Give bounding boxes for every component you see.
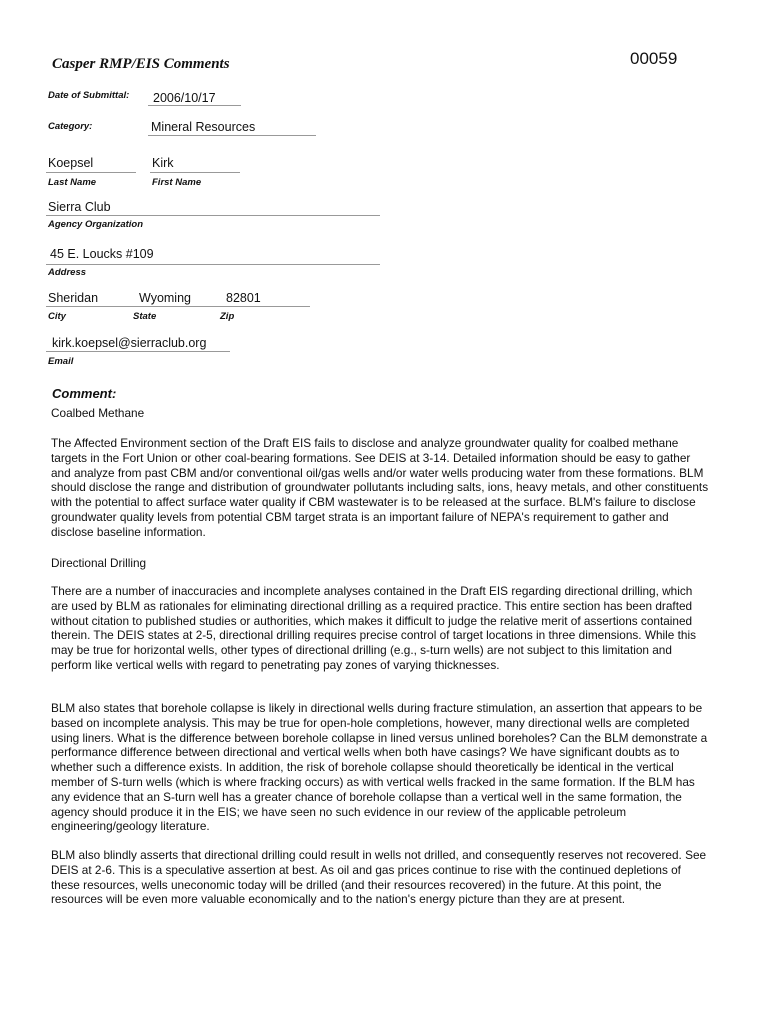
category-label: Category: xyxy=(48,121,93,132)
comment-heading: Comment: xyxy=(52,386,117,401)
city-value: Sheridan xyxy=(48,291,99,305)
state-value: Wyoming xyxy=(139,291,191,305)
organization-value: Sierra Club xyxy=(48,200,111,214)
address-value: 45 E. Loucks #109 xyxy=(50,247,154,261)
comment-paragraph-1: The Affected Environment section of the Draft EIS fails to disclose and analyze groundwater quality for coalbed methane targets in the Fort Union or other coal-bearing formations. See DEIS at 3-14. Detailed information should be easy to gather and analyze from past CBM and/or conventional oil/gas wells and/or water wells producing water from these formations. BLM should disclose the range and distribution of groundwater pollutants including salts, ions, heavy metals, and other constituents with the potential to affect surface water quality if CBM wastewater is to be released at the surface. BLM's failure to disclose groundwater quality levels from potential CBM target strata is an important failure of NEPA's requirement to gather and disclose baseline information. xyxy=(51,436,709,539)
section-title-coalbed-methane: Coalbed Methane xyxy=(51,406,145,420)
first-name-label: First Name xyxy=(152,177,202,188)
submittal-underline xyxy=(148,105,241,106)
email-label: Email xyxy=(48,356,74,367)
city-label: City xyxy=(48,311,66,322)
address-label: Address xyxy=(48,267,87,278)
organization-underline xyxy=(46,215,380,216)
organization-label: Agency Organization xyxy=(48,219,144,230)
document-number: 00059 xyxy=(630,49,678,68)
category-underline xyxy=(148,135,316,136)
last-name-value: Koepsel xyxy=(48,156,94,170)
submittal-label: Date of Submittal: xyxy=(48,90,130,101)
comment-paragraph-3: BLM also states that borehole collapse is likely in directional wells during fracture stimulation, an assertion that appears to be based on incomplete analysis. This may be true for open-hole completions, however, many directional wells are completed using liners. What is the difference between borehole collapse in lined versus unlined boreholes? Can the BLM demonstrate a performance difference between directional and vertical wells when both have casings? We have significant doubts as to whether such a difference exists. In addition, the risk of borehole collapse should theoretically be identical in the vertical member of S-turn wells (which is where fracking occurs) as with vertical wells fracked in the same formation. If the BLM has any evidence that an S-turn well has a greater chance of borehole collapse than a vertical well in the same formation, the agency should produce it in the EIS; we have seen no such evidence in our review of the applicable petroleum engineering/geology literature. xyxy=(51,701,708,834)
location-underline xyxy=(46,306,310,307)
submittal-value: 2006/10/17 xyxy=(153,91,216,105)
zip-value: 82801 xyxy=(226,291,261,305)
first-name-underline xyxy=(150,172,240,173)
form-title: Casper RMP/EIS Comments xyxy=(52,56,230,72)
address-underline xyxy=(46,264,380,265)
last-name-underline xyxy=(46,172,136,173)
state-label: State xyxy=(133,311,157,322)
zip-label: Zip xyxy=(220,311,235,322)
email-value: kirk.koepsel@sierraclub.org xyxy=(52,336,207,350)
email-underline xyxy=(46,351,230,352)
comment-paragraph-4: BLM also blindly asserts that directional drilling could result in wells not drilled, and consequently reserves not recovered. See DEIS at 2-6. This is a speculative assertion at best. As oil and gas prices continue to rise with the continued depletions of these resources, wells uneconomic today will be drilled (and their resources recovered) in the future. At this point, the resources will be even more valuable economically and to the nation's energy picture than they are at present. xyxy=(51,848,707,907)
category-value: Mineral Resources xyxy=(151,120,256,134)
section-title-directional-drilling: Directional Drilling xyxy=(51,556,147,570)
first-name-value: Kirk xyxy=(152,156,174,170)
comment-paragraph-2: There are a number of inaccuracies and incomplete analyses contained in the Draft EIS regarding directional drilling, which are used by BLM as rationales for eliminating directional drilling as a required practice. This entire section has been drafted without citation to published studies or authorities, which makes it difficult to judge the relative merit of assertions contained therein. The DEIS states at 2-5, directional drilling requires precise control of target locations in three dimensions. While this may be true for horizontal wells, other types of directional drilling (e.g., s-turn wells) are not subject to this limitation and perform like vertical wells with regard to penetrating pay zones of varying thicknesses. xyxy=(51,584,696,672)
last-name-label: Last Name xyxy=(48,177,97,188)
